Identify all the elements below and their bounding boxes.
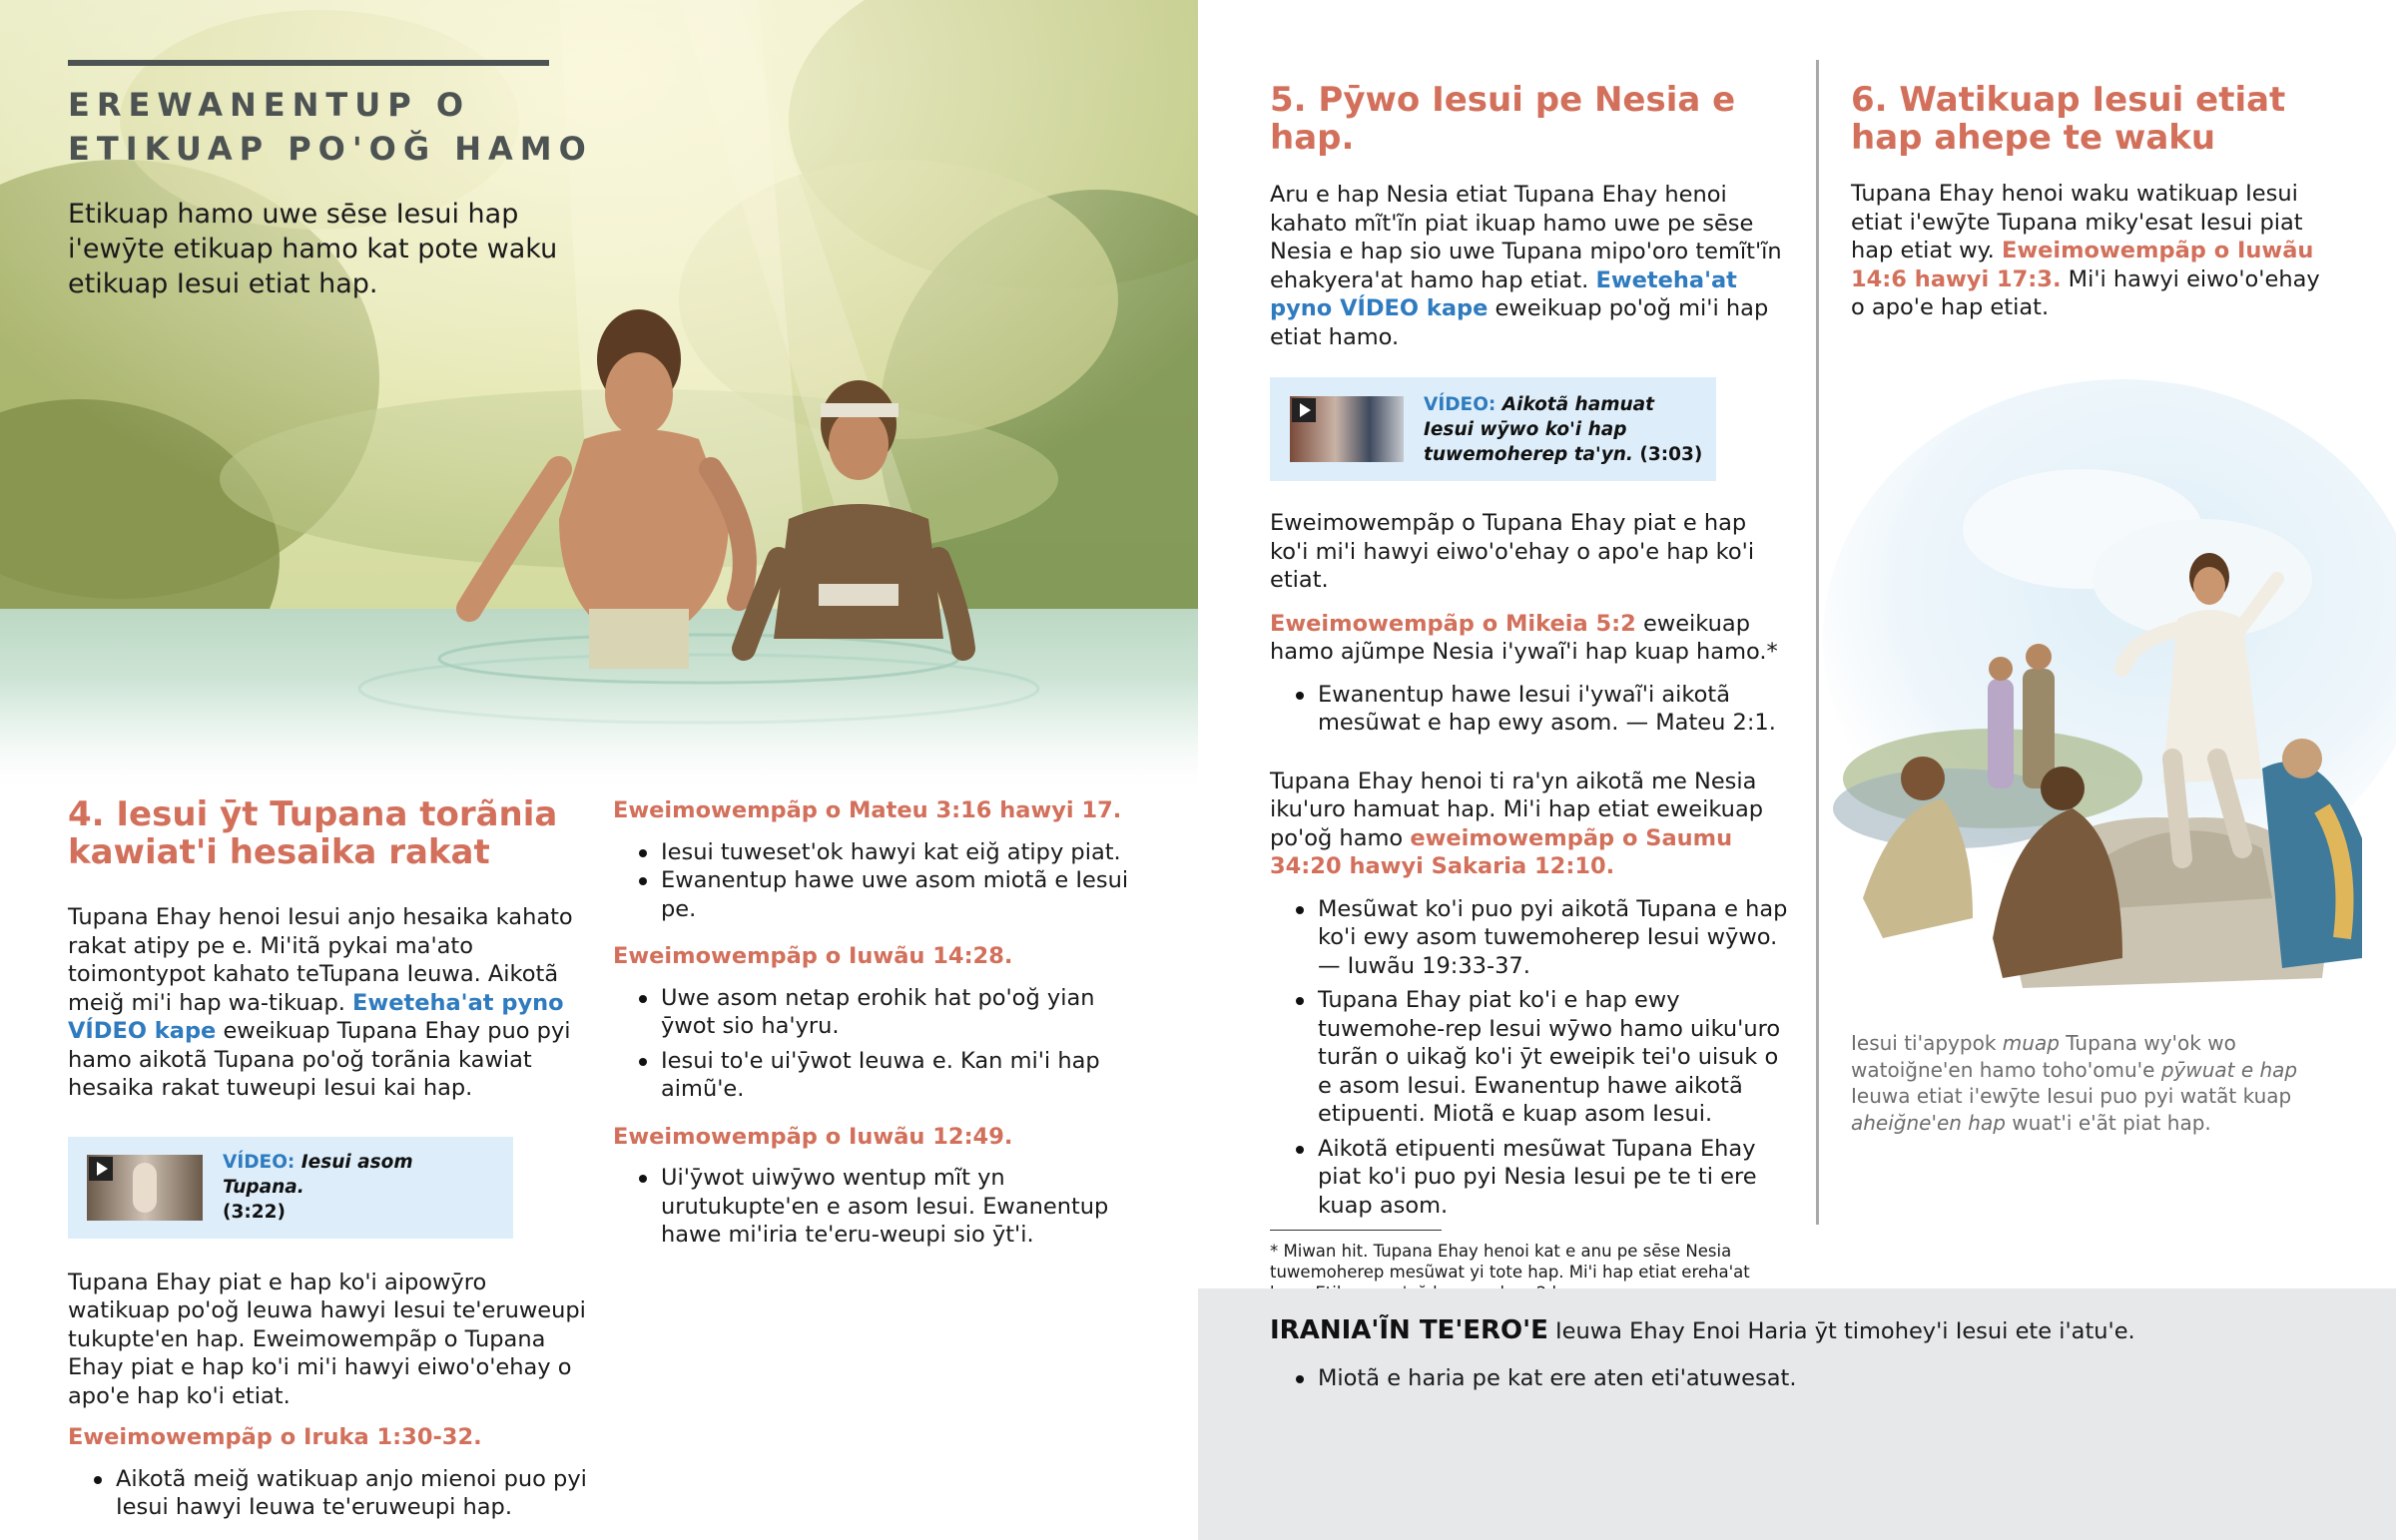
list-item-text: Aikotã meiğ watikuap anjo mienoi puo pyi Iesui hawyi Ieuwa te'eruweupi hap.	[116, 1465, 587, 1520]
section-4-bullets-4	[613, 1164, 1132, 1250]
caption-part-e: Ieuwa etiat i'ewȳte Iesui puo pyi watãt kuap	[1851, 1084, 2292, 1108]
section-4-col1	[68, 795, 587, 1522]
list-item-text: Miotã e haria pe kat ere aten eti'atuwesat.	[1318, 1365, 1797, 1391]
list-item	[613, 838, 1132, 867]
section-5-para3-text: Tupana Ehay henoi ti ra'yn aikotã me Nesia iku'uro hamuat hap. Mi'i hap etiat eweikuap po'oğ hamo	[1270, 768, 1764, 851]
section-4-bullets-3	[613, 984, 1132, 1104]
column-divider	[1816, 60, 1819, 1225]
section-4-ref1[interactable]: Eweimowempãp o Iruka 1:30-32.	[68, 1424, 482, 1450]
section-4-para2: Tupana Ehay piat e hap ko'i aipowȳro watikuap po'oğ Ieuwa hawyi Iesui te'eruweupi tukupte'en hap. Eweimowempãp o Tupana Ehay piat e hap ko'i mi'i hawyi eiwo'o'ehay o apo'e hap ko'i etiat.	[68, 1269, 586, 1409]
page-title	[68, 83, 627, 171]
section-4-bullets-2	[613, 838, 1132, 924]
section-4-video-duration: (3:22)	[223, 1202, 286, 1223]
section-5-bullets-3	[1270, 895, 1789, 1221]
section-4-video-link[interactable]: Eweteha'at pyno VÍDEO kape	[68, 989, 564, 1044]
list-item	[613, 866, 1132, 923]
bullet-icon	[1296, 997, 1304, 1005]
section-6-para1-text: Tupana Ehay henoi waku watikuap Iesui etiat i'ewȳte Tupana miky'esat Iesui piat hap etiat wy.	[1851, 181, 2303, 263]
teaching-illustration	[1823, 339, 2396, 1018]
section-4-video-text	[223, 1150, 482, 1225]
caption-part-f: aheiğne'en hap	[1851, 1110, 2006, 1135]
section-5-para2: Eweimowempãp o Tupana Ehay piat e hap ko'i mi'i hawyi eiwo'o'ehay o apo'e hap ko'i etiat.	[1270, 510, 1755, 593]
section-6-title: 6. Watikuap Iesui etiat hap ahepe te waku	[1851, 80, 2286, 158]
footer-text: Ieuwa Ehay Enoi Haria ȳt timohey'i Iesui ete i'atu'e.	[1547, 1318, 2135, 1344]
list-item-text: Iesui tuweset'ok hawyi kat eiğ atipy piat.	[661, 838, 1121, 865]
section-4-video-title: Iesui asom Tupana.	[223, 1152, 413, 1198]
list-item-text: Aikotã etipuenti mesũwat Tupana Ehay piat ko'i puo pyi Nesia Iesui pe te ti ere kuap asom.	[1318, 1135, 1757, 1219]
footnote-divider	[1270, 1230, 1442, 1231]
list-item	[613, 984, 1132, 1041]
caption-part-a: Iesui ti'apypok	[1851, 1031, 2003, 1055]
caption-part-b: muap	[2002, 1031, 2060, 1055]
section-5-video-thumbnail[interactable]	[1290, 396, 1404, 462]
bullet-icon	[639, 995, 647, 1003]
list-item	[68, 1465, 587, 1522]
bullet-icon	[639, 1175, 647, 1183]
section-4-bullets-1	[68, 1465, 587, 1522]
section-4-para1-text: Tupana Ehay henoi Iesui anjo hesaika kahato rakat atipy pe e. Mi'itã pykai ma'ato toimontypot kahato teTupana Ieuwa. Aikotã meiğ mi'i hap wa-tikuap.	[68, 904, 573, 1016]
section-5-para-ref1	[1270, 610, 1789, 667]
section-4-para1	[68, 903, 587, 1103]
header-rule	[68, 60, 549, 66]
teaching-scene	[1823, 339, 2396, 1018]
list-item	[1270, 986, 1789, 1129]
section-4-para1-end: eweikuap Tupana Ehay puo pyi hamo aikotã Tupana po'oğ torãnia kawiat hesaika rakat tuweupi Iesui kai hap.	[68, 1018, 571, 1101]
list-item-text: Uwe asom netap erohik hat po'oğ yian ȳwot sio ha'yru.	[661, 984, 1095, 1039]
footer-bullets	[1270, 1364, 2268, 1393]
bullet-icon	[1296, 1146, 1304, 1154]
list-item-text: Ewanentup hawe Iesui i'ywaĩ'i aikotã mesũwat e hap ewy asom. — Mateu 2:1.	[1318, 681, 1776, 736]
section-5-para1-end: eweikuap po'oğ mi'i hap etiat hamo.	[1270, 295, 1769, 350]
section-4-video-label: VÍDEO:	[223, 1152, 296, 1173]
caption-part-g: wuat'i e'ãt piat hap.	[2005, 1110, 2211, 1135]
section-5-para1-text: Aru e hap Nesia etiat Tupana Ehay henoi kahato mĩt'ĩn piat ikuap hamo uwe pe sēse Nesia e hap sio uwe Tupana mipo'oro temĩt'ĩn ehakyera'at hamo hap etiat.	[1270, 182, 1782, 293]
section-5-para3-ref[interactable]: eweimowempãp o Saumu 34:20 hawyi Sakaria 12:10.	[1270, 824, 1733, 879]
bullet-icon	[639, 849, 647, 857]
section-5-footnote: * Miwan hit. Tupana Ehay henoi kat e anu pe sēse Nesia tuwemoherep mesũwat yi tote hap. Mi'i hap etiat ereha'at	[1270, 1242, 1750, 1282]
section-5-bullets-1	[1270, 681, 1789, 738]
section-4-ref2[interactable]: Eweimowempãp o Mateu 3:16 hawyi 17.	[613, 797, 1122, 823]
list-item	[613, 1164, 1132, 1250]
list-item-text: Mesũwat ko'i puo pyi aikotã Tupana e hap ko'i ewy asom tuwemoherep Iesui wȳwo. — Iuwãu 19:33-37.	[1318, 895, 1788, 979]
list-item	[1270, 1364, 2268, 1393]
section-6-para1-end: Mi'i hawyi eiwo'o'ehay o apo'e hap etiat.	[1851, 265, 2320, 320]
play-icon[interactable]	[89, 1157, 113, 1181]
bullet-icon	[1296, 906, 1304, 914]
bullet-icon	[94, 1476, 102, 1484]
bullet-icon	[1296, 1375, 1304, 1383]
list-item	[613, 1047, 1132, 1104]
section-5-video-link[interactable]: Eweteha'at pyno VÍDEO kape	[1270, 266, 1737, 321]
list-item-text: Ewanentup hawe uwe asom miotã e Iesui pe.	[661, 867, 1129, 922]
section-4-video-thumbnail[interactable]	[87, 1155, 203, 1221]
section-4-ref3[interactable]: Eweimowempãp o Iuwãu 14:28.	[613, 943, 1013, 969]
section-4-ref4[interactable]: Eweimowempãp o Iuwãu 12:49.	[613, 1123, 1013, 1150]
footer-label: IRANIA'ĨN TE'ERO'E	[1270, 1315, 1548, 1345]
section-5-title: 5. Pȳwo Iesui pe Nesia e hap.	[1270, 80, 1736, 158]
section-5-video-text	[1424, 392, 1703, 467]
list-item	[1270, 681, 1789, 738]
list-item-text: Ui'ȳwot uiwȳwo wentup mĩt yn urutukupte'en e asom Iesui. Ewanentup hawe mi'iria te'eru-weupi sio ȳt'i.	[661, 1165, 1109, 1248]
footer-box	[1198, 1288, 2396, 1540]
bullet-icon	[639, 877, 647, 885]
play-icon[interactable]	[1292, 398, 1316, 422]
section-5-para3	[1270, 768, 1789, 881]
list-item-text: Iesui to'e ui'ȳwot Ieuwa e. Kan mi'i hap aimũ'e.	[661, 1047, 1100, 1102]
caption-part-c: Tupana wy'ok wo watoiğne'en hamo toho'omu'e	[1851, 1031, 2236, 1082]
section-5-ref1-tail: eweikuap hamo ajũmpe Nesia i'ywaĩ'i hap kuap hamo.*	[1270, 610, 1778, 665]
list-item-text: Tupana Ehay piat ko'i e hap ewy tuwemohe-rep Iesui wȳwo hamo uiku'uro turãn o uikağ ko'i ȳt eweipik tei'o uisuk o e asom Iesui. Ewanentup hawe aikotã etipuenti. Miotã e kuap asom Iesui.	[1318, 987, 1781, 1127]
section-5-video-duration: (3:03)	[1639, 443, 1703, 465]
teaching-caption	[1851, 1030, 2350, 1136]
section-4-title: 4. Iesui ȳt Tupana torãnia kawiat'i hesaika rakat	[68, 794, 558, 872]
section-5	[1270, 81, 1789, 1303]
section-4-col2	[613, 796, 1132, 1250]
section-4-video-card[interactable]	[68, 1137, 513, 1239]
intro-text: Etikuap hamo uwe sēse Iesui hap i'ewȳte etikuap hamo kat pote waku etikuap Iesui etiat hap.	[68, 199, 558, 299]
bullet-icon	[1296, 692, 1304, 700]
section-5-para1	[1270, 181, 1789, 351]
bullet-icon	[639, 1058, 647, 1066]
list-item	[1270, 1135, 1789, 1221]
caption-part-d: pȳwuat e hap	[2160, 1057, 2298, 1082]
section-5-video-label: VÍDEO:	[1424, 393, 1497, 415]
section-5-ref1[interactable]: Eweimowempãp o Mikeia 5:2	[1270, 610, 1636, 637]
page-title-line1: EREWANENTUP O	[68, 86, 471, 124]
section-6-ref1[interactable]: Eweimowempãp o Iuwãu 14:6 hawyi 17:3.	[1851, 238, 2314, 292]
section-5-video-title: Aikotã hamuat Iesui wȳwo ko'i hap tuwemoherep ta'yn.	[1424, 393, 1654, 465]
list-item	[1270, 895, 1789, 981]
section-5-video-card[interactable]	[1270, 377, 1716, 481]
page-title-line2: ETIKUAP PO'OĞ HAMO	[68, 130, 593, 168]
footer-heading	[1270, 1316, 2368, 1346]
section-6-para1	[1851, 180, 2340, 322]
